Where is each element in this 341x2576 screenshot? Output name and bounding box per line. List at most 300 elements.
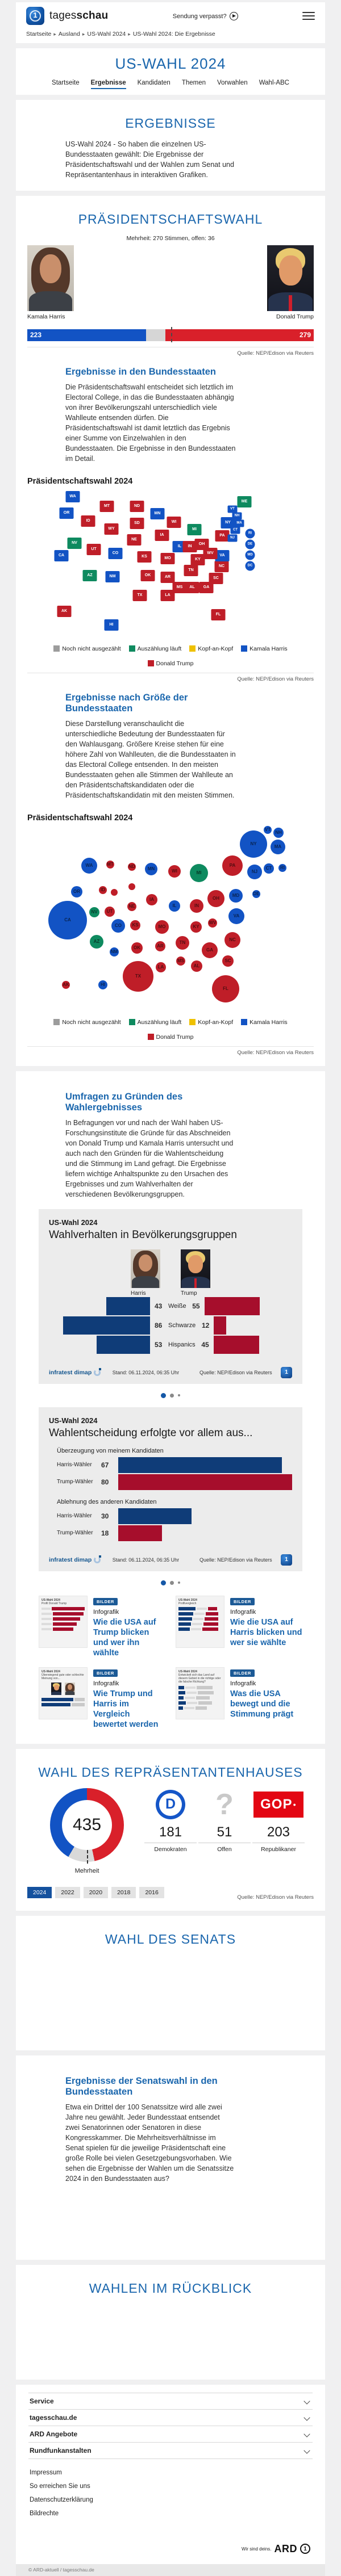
decision-group-label: Ablehnung des anderen Kandidaten bbox=[57, 1498, 157, 1505]
decision-bars bbox=[49, 1448, 292, 1542]
state-AL[interactable]: AL bbox=[185, 582, 199, 593]
state-WI[interactable]: WI bbox=[167, 517, 181, 528]
bubble-PA[interactable]: PA bbox=[222, 855, 243, 876]
year-chip-2018[interactable]: 2018 bbox=[111, 1887, 136, 1898]
retrospect-title: WAHLEN IM RÜCKBLICK bbox=[89, 2280, 252, 2296]
carousel-dot-3[interactable] bbox=[178, 1394, 180, 1396]
thumb-bar bbox=[53, 1627, 73, 1631]
house-section bbox=[16, 1749, 325, 1911]
legend-label: Donald Trump bbox=[156, 1033, 194, 1041]
thumb-bar-row bbox=[178, 1627, 222, 1631]
thumb-bar-row bbox=[41, 1627, 85, 1631]
state-IL[interactable]: IL bbox=[173, 541, 187, 552]
sendung-verpasst-label: Sendung verpasst? bbox=[172, 12, 227, 20]
trump-bar-area bbox=[205, 1297, 306, 1315]
legend-item bbox=[148, 1034, 194, 1041]
legend-swatch bbox=[148, 660, 154, 666]
thumb-title: Profilvergleich bbox=[178, 1601, 197, 1605]
tab-vorwahlen[interactable]: Vorwahlen bbox=[217, 79, 248, 86]
bubble-WA[interactable]: WA bbox=[81, 858, 97, 874]
bubble-DE[interactable]: DE bbox=[252, 890, 260, 898]
tagesschau-mini-logo: 1 bbox=[281, 1367, 292, 1378]
bubble-SC[interactable]: SC bbox=[222, 955, 234, 967]
thumb-bar-label bbox=[41, 1628, 52, 1630]
copyright-bar bbox=[16, 2564, 325, 2576]
thumb-bar bbox=[178, 1696, 184, 1700]
page-title: US-WAHL 2024 bbox=[115, 55, 226, 72]
thumb-bar-row bbox=[178, 1612, 222, 1616]
bubble-NJ[interactable]: NJ bbox=[247, 865, 262, 879]
bubble-MA[interactable]: MA bbox=[271, 840, 285, 854]
state-WA[interactable]: WA bbox=[66, 491, 80, 502]
senate-map-placeholder bbox=[27, 2184, 314, 2250]
state-NJ[interactable]: NJ bbox=[228, 534, 238, 542]
legend-label: Kopf-an-Kopf bbox=[198, 645, 234, 652]
thumb-kicker: US-Wahl 2024 bbox=[178, 1670, 197, 1673]
bubble-ID[interactable]: ID bbox=[99, 886, 107, 894]
thumb-bar-label bbox=[187, 1702, 197, 1704]
state-CO[interactable]: CO bbox=[109, 548, 123, 559]
source-note: Quelle: NEP/Edison via Reuters bbox=[27, 673, 314, 682]
thumb-bar bbox=[206, 1612, 218, 1616]
bubble-CA[interactable]: CA bbox=[48, 901, 87, 939]
bubble-AR[interactable]: AR bbox=[155, 941, 165, 951]
bubble-NC[interactable]: NC bbox=[224, 932, 240, 948]
carousel-dot-1[interactable] bbox=[161, 1393, 166, 1398]
open-question-icon: ? bbox=[215, 1788, 234, 1821]
harris-votes: 223 bbox=[30, 330, 42, 339]
ard-one-icon: 1 bbox=[300, 2544, 310, 2554]
infratest-dimap-logo: infratest dimap bbox=[49, 1369, 101, 1376]
bilder-badge: BILDER bbox=[230, 1598, 255, 1605]
teaser-body bbox=[230, 1596, 302, 1659]
harris-column-label: Harris bbox=[131, 1290, 146, 1297]
thumb-kicker: US-Wahl 2024 bbox=[41, 1598, 60, 1602]
harris-name: Kamala Harris bbox=[27, 313, 65, 320]
menu-icon[interactable] bbox=[302, 12, 315, 20]
legend-item bbox=[148, 660, 194, 667]
size-heading: Ergebnisse nach Größe der Bundesstaaten bbox=[65, 692, 188, 714]
footer-accordion-ardangebote[interactable] bbox=[28, 2426, 313, 2443]
infographic-title: Wahlentscheidung erfolgte vor allem aus... bbox=[49, 1427, 253, 1439]
demographic-values bbox=[150, 1302, 205, 1310]
bubble-SD[interactable] bbox=[128, 883, 135, 890]
states-text: Die Präsidentschaftswahl entscheidet sich letztlich im Electoral College, in das die Bundesstaaten abhängig von ihrer Bevölkerungszahl unterschiedlich viele Wahlleute entsenden dürfen. Die Präsidentschaftswahl ist damit letztlich das Ergebnis einer Summe von Einzelwahlen in den Bundesstaaten. Die Ergebnisse in den Bundesstaaten im Detail. bbox=[65, 383, 236, 463]
state-IA[interactable]: IA bbox=[155, 530, 169, 541]
thumb-bar bbox=[178, 1627, 190, 1631]
demographic-label: Weiße bbox=[168, 1302, 186, 1310]
sendung-verpasst-link[interactable] bbox=[108, 12, 302, 20]
footer-link-datenschutzerklrung[interactable]: Datenschutzerklärung bbox=[30, 2496, 93, 2503]
carousel-dot-2[interactable] bbox=[170, 1581, 174, 1585]
thumb-bar-row bbox=[41, 1622, 85, 1626]
legend-swatch bbox=[148, 1034, 154, 1040]
source-note: Quelle: NEP/Edison via Reuters bbox=[199, 1369, 272, 1375]
polls-section bbox=[16, 1071, 325, 1744]
source-note: Quelle: NEP/Edison via Reuters bbox=[27, 347, 314, 356]
trump-value: 55 bbox=[192, 1302, 200, 1310]
thumb-kicker: US-Wahl 2024 bbox=[178, 1598, 197, 1602]
tab-startseite[interactable]: Startseite bbox=[52, 79, 80, 86]
infratest-dimap-logo: infratest dimap bbox=[49, 1556, 101, 1563]
gop-icon: GOP ● bbox=[253, 1792, 303, 1818]
thumb-bar-label bbox=[184, 1707, 194, 1709]
breadcrumb-item[interactable]: US-Wahl 2024 bbox=[87, 31, 126, 37]
bubble-MT[interactable]: MT bbox=[106, 861, 114, 869]
bubble-OH[interactable]: OH bbox=[207, 890, 224, 907]
tab-ergebnisse[interactable]: Ergebnisse bbox=[91, 79, 126, 89]
chevron-down-icon bbox=[303, 2398, 310, 2404]
bubble-AL[interactable]: AL bbox=[191, 960, 202, 972]
state-ND[interactable]: ND bbox=[130, 501, 144, 512]
bubble-NH[interactable]: NH bbox=[273, 828, 284, 838]
state-ME[interactable]: ME bbox=[238, 496, 252, 507]
carousel-dot-3[interactable] bbox=[178, 1581, 180, 1584]
teaser-body bbox=[93, 1596, 165, 1659]
trump-bar-segment bbox=[165, 329, 314, 341]
breadcrumb-item[interactable]: US-Wahl 2024: Die Ergebnisse bbox=[132, 31, 215, 37]
state-UT[interactable]: UT bbox=[87, 544, 101, 555]
state-TN[interactable]: TN bbox=[184, 565, 198, 576]
state-CA[interactable]: CA bbox=[55, 550, 69, 561]
ard-logo: ARD bbox=[274, 2543, 297, 2554]
state-HI[interactable]: HI bbox=[105, 619, 119, 631]
us-states-map[interactable] bbox=[44, 489, 328, 640]
bubble-IN[interactable]: IN bbox=[190, 899, 203, 913]
state-LA[interactable]: LA bbox=[161, 590, 175, 601]
teaser-item[interactable] bbox=[176, 1667, 302, 1730]
thumb-bar-row bbox=[41, 1697, 85, 1701]
harris-bar-segment bbox=[27, 329, 146, 341]
legend-item bbox=[189, 1019, 233, 1026]
logo-one-glyph: 1 bbox=[33, 11, 38, 19]
thumb-bar-label bbox=[185, 1697, 195, 1699]
year-filter bbox=[27, 1887, 164, 1898]
breadcrumb bbox=[26, 25, 315, 41]
decision-value: 18 bbox=[101, 1529, 109, 1537]
footer-links bbox=[30, 2466, 313, 2520]
thumb-bar-row bbox=[41, 1607, 85, 1611]
state-OR[interactable]: OR bbox=[60, 507, 74, 519]
senate-title: WAHL DES SENATS bbox=[105, 1931, 236, 1946]
bubble-WY[interactable] bbox=[111, 889, 118, 896]
bubble-KS[interactable]: KS bbox=[130, 920, 140, 930]
state-MN[interactable]: MN bbox=[151, 508, 165, 519]
state-MT[interactable]: MT bbox=[100, 501, 114, 512]
democrats-icon bbox=[156, 1790, 185, 1819]
party-seats: 51 bbox=[198, 1824, 251, 1843]
site-footer bbox=[16, 2385, 325, 2564]
breadcrumb-item[interactable]: Ausland bbox=[58, 31, 80, 37]
bubble-CT[interactable]: CT bbox=[264, 863, 274, 874]
state-RI[interactable]: RI bbox=[246, 528, 255, 538]
carousel-dot-1[interactable] bbox=[161, 1580, 166, 1585]
state-NV[interactable]: NV bbox=[68, 538, 82, 549]
thumb-bar bbox=[205, 1617, 218, 1621]
tab-wahl-abc[interactable]: Wahl-ABC bbox=[259, 79, 289, 86]
year-chip-2024[interactable]: 2024 bbox=[27, 1887, 52, 1898]
decision-row bbox=[57, 1525, 292, 1542]
bubble-NM[interactable]: NM bbox=[110, 947, 119, 956]
tagesschau-app-icon[interactable] bbox=[26, 7, 44, 25]
state-NM[interactable]: NM bbox=[106, 571, 120, 582]
state-NY[interactable]: NY bbox=[221, 517, 235, 528]
harris-bar bbox=[63, 1316, 150, 1335]
states-heading: Ergebnisse in den Bundesstaaten bbox=[65, 366, 216, 377]
decision-value: 30 bbox=[101, 1512, 109, 1520]
state-OK[interactable]: OK bbox=[141, 570, 155, 581]
thumb-title: Überwiegend gute oder schlechte Meinung von... bbox=[41, 1673, 84, 1680]
party-icon-wrap bbox=[144, 1788, 197, 1821]
party-label: Republikaner bbox=[261, 1845, 296, 1853]
bubble-OR[interactable]: OR bbox=[71, 886, 82, 897]
state-MA[interactable]: MA bbox=[235, 519, 244, 527]
trump-bar bbox=[214, 1336, 259, 1354]
harris-bar-area bbox=[49, 1297, 150, 1315]
state-MI[interactable]: MI bbox=[188, 524, 202, 535]
state-CT[interactable]: CT bbox=[231, 526, 240, 534]
infographic-kicker: US-Wahl 2024 bbox=[49, 1416, 98, 1425]
party-seats: 181 bbox=[144, 1824, 197, 1843]
thumb-bar-row bbox=[41, 1612, 85, 1616]
trump-thumb-photo bbox=[51, 1683, 61, 1695]
harris-bar bbox=[97, 1336, 150, 1354]
bubble-AK[interactable]: AK bbox=[62, 981, 70, 989]
thumb-bar bbox=[178, 1622, 191, 1626]
bubble-MS[interactable]: MS bbox=[176, 956, 185, 966]
legend-item bbox=[129, 645, 182, 652]
teaser-thumbnail bbox=[39, 1667, 88, 1719]
legend-item bbox=[241, 1019, 288, 1026]
state-SD[interactable]: SD bbox=[130, 518, 144, 529]
thumb-bar-row bbox=[178, 1617, 222, 1621]
breadcrumb-item[interactable]: Startseite bbox=[26, 31, 52, 37]
party-icon-wrap bbox=[252, 1788, 305, 1821]
state-NC[interactable]: NC bbox=[215, 561, 229, 572]
footer-link-soerreichensieuns[interactable]: So erreichen Sie uns bbox=[30, 2482, 90, 2490]
footer-accordion-tagesschaude[interactable] bbox=[28, 2410, 313, 2426]
teaser-thumbnail bbox=[176, 1667, 224, 1719]
bubble-UT[interactable]: UT bbox=[105, 907, 115, 917]
thumb-bar-row bbox=[41, 1702, 85, 1706]
bubble-GA[interactable]: GA bbox=[202, 942, 218, 958]
state-OH[interactable]: OH bbox=[195, 539, 209, 550]
thumb-bar bbox=[178, 1706, 183, 1710]
bubble-MI[interactable]: MI bbox=[190, 864, 208, 882]
demographic-values bbox=[150, 1341, 214, 1349]
thumb-photos bbox=[41, 1683, 85, 1695]
decision-row bbox=[57, 1508, 292, 1525]
ard-claim: Wir sind deins. bbox=[242, 2546, 272, 2552]
trump-value: 45 bbox=[201, 1340, 209, 1349]
harris-photo-small bbox=[131, 1249, 160, 1288]
thumb-chart bbox=[41, 1607, 85, 1631]
bubble-FL[interactable]: FL bbox=[212, 975, 239, 1002]
teaser-item[interactable] bbox=[176, 1596, 302, 1659]
legend-swatch bbox=[241, 1019, 247, 1025]
bubble-NV[interactable]: NV bbox=[89, 907, 99, 917]
thumb-bar-row bbox=[178, 1622, 222, 1626]
decision-row bbox=[57, 1457, 292, 1474]
trump-votes: 279 bbox=[299, 330, 311, 339]
state-IN[interactable]: IN bbox=[183, 541, 197, 552]
thumb-bar bbox=[197, 1686, 213, 1689]
state-MO[interactable]: MO bbox=[161, 553, 175, 564]
thumb-bar bbox=[178, 1686, 184, 1689]
accordion-label: Rundfunkanstalten bbox=[30, 2446, 92, 2455]
thumb-bar-label bbox=[193, 1618, 203, 1620]
state-AR[interactable]: AR bbox=[161, 572, 175, 583]
majority-label: Mehrheit bbox=[74, 1867, 99, 1874]
harris-bar-area bbox=[49, 1316, 150, 1335]
decision-bar bbox=[118, 1474, 292, 1490]
bubble-IA[interactable]: IA bbox=[146, 894, 157, 905]
state-TX[interactable]: TX bbox=[133, 590, 147, 601]
teaser-title-link[interactable]: Wie die USA auf Trump blicken und wer ihn wählte bbox=[93, 1617, 156, 1658]
bubble-RI[interactable]: RI bbox=[278, 864, 286, 872]
state-VA[interactable]: VA bbox=[215, 550, 230, 561]
size-text: Diese Darstellung veranschaulicht die unterschiedliche Bedeutung der Bundesstaaten für den Wahlausgang. Größere Kreise stehen für eine höhere Zahl von Wahlleuten, die die Bundesstaaten in das Electoral College entsenden. In den meisten Bundesstaaten gehen alle Stimmen der Wahlleute an den Präsidentschaftskandidaten oder die Präsidentschaftskandidatin mit den meisten Stimmen. bbox=[65, 719, 236, 800]
thumb-bar-label bbox=[194, 1613, 205, 1615]
thumb-bar bbox=[203, 1622, 218, 1626]
bubble-NY[interactable]: NY bbox=[240, 830, 267, 858]
bubble-ND[interactable]: ND bbox=[128, 863, 136, 871]
polls-heading: Umfragen zu Gründen des Wahlergebnisses bbox=[65, 1091, 183, 1113]
thumb-chart bbox=[178, 1685, 222, 1710]
bubble-AZ[interactable]: AZ bbox=[90, 935, 103, 949]
state-AZ[interactable]: AZ bbox=[83, 570, 97, 581]
year-chip-2016[interactable]: 2016 bbox=[139, 1887, 164, 1898]
state-MS[interactable]: MS bbox=[173, 582, 187, 593]
accordion-label: tagesschau.de bbox=[30, 2413, 77, 2422]
bubble-NE[interactable]: NE bbox=[127, 902, 136, 911]
footer-link-bildrechte[interactable]: Bildrechte bbox=[30, 2510, 59, 2517]
carousel-dot-2[interactable] bbox=[170, 1394, 174, 1398]
bubble-CO[interactable]: CO bbox=[111, 919, 125, 933]
state-PA[interactable]: PA bbox=[215, 530, 230, 542]
tagesschau-wordmark[interactable]: tagesschau bbox=[49, 10, 109, 22]
bubble-MO[interactable]: MO bbox=[155, 920, 169, 934]
breadcrumb-separator: ▸ bbox=[53, 31, 56, 37]
harris-value: 53 bbox=[155, 1340, 163, 1349]
us-states-bubble-map[interactable] bbox=[44, 826, 328, 1013]
state-MD[interactable]: MD bbox=[246, 550, 255, 560]
thumb-bar bbox=[72, 1703, 85, 1706]
bubble-MN[interactable]: MN bbox=[145, 863, 157, 875]
accordion-label: Service bbox=[30, 2397, 54, 2405]
thumb-bar bbox=[178, 1607, 196, 1610]
bubble-LA[interactable]: LA bbox=[156, 962, 166, 972]
polls-text: In Befragungen vor und nach der Wahl haben US-Forschungsinstitute die Gründe für das Abschneiden von Donald Trump und Kamala Harris untersucht und auch nach den Gründen für die Wahlentscheidung und die Stimmung im Land gefragt. Die Ergebnisse liefern wichtige Anhaltspunkte zu den Ursachen des Ergebnisses und zum Wahlverhalten der verschiedenen Bevölkerungsgruppen. bbox=[65, 1118, 234, 1199]
state-WV[interactable]: WV bbox=[203, 548, 218, 559]
map-chart-title: Präsidentschaftswahl 2024 bbox=[27, 476, 133, 486]
decision-value: 80 bbox=[101, 1478, 109, 1486]
state-FL[interactable]: FL bbox=[211, 609, 226, 620]
thumb-bar bbox=[178, 1701, 186, 1705]
state-KY[interactable]: KY bbox=[191, 554, 205, 565]
teaser-title-link[interactable]: Wie die USA auf Harris blicken und wer sie wählte bbox=[230, 1617, 302, 1647]
bubble-TX[interactable]: TX bbox=[123, 961, 153, 992]
thumb-kicker: US-Wahl 2024 bbox=[41, 1670, 60, 1673]
senate-states-section bbox=[16, 2055, 325, 2260]
footer-link-impressum[interactable]: Impressum bbox=[30, 2469, 62, 2476]
teaser-grid bbox=[39, 1596, 302, 1730]
presidential-section bbox=[16, 196, 325, 1066]
footer-accordion-service[interactable] bbox=[28, 2393, 313, 2410]
state-WY[interactable]: WY bbox=[105, 523, 119, 535]
demographic-row bbox=[49, 1316, 292, 1335]
bubble-VT[interactable]: VT bbox=[264, 826, 272, 834]
tab-themen[interactable]: Themen bbox=[181, 79, 206, 86]
thumb-bar-row bbox=[178, 1706, 222, 1710]
electoral-votes-bar bbox=[27, 329, 314, 341]
bubble-MD[interactable]: MD bbox=[229, 889, 243, 903]
senate-chart-placeholder bbox=[27, 1955, 314, 2040]
thumb-bar bbox=[178, 1612, 193, 1616]
teaser-item[interactable] bbox=[39, 1596, 165, 1659]
play-icon[interactable] bbox=[230, 12, 238, 20]
thumb-bar-label bbox=[191, 1628, 201, 1630]
bubble-HI[interactable]: HI bbox=[98, 980, 107, 989]
legend-swatch bbox=[241, 645, 247, 652]
state-NH[interactable]: NH bbox=[232, 512, 242, 519]
year-chip-2022[interactable]: 2022 bbox=[55, 1887, 80, 1898]
stand-timestamp: Stand: 06.11.2024, 06:35 Uhr bbox=[112, 1556, 180, 1563]
legend-label: Kopf-an-Kopf bbox=[198, 1018, 234, 1026]
party-results bbox=[141, 1788, 308, 1853]
thumb-bar bbox=[74, 1698, 85, 1701]
party-seats: 203 bbox=[252, 1824, 305, 1843]
retrospect-section bbox=[16, 2265, 325, 2380]
bubble-OK[interactable]: OK bbox=[131, 942, 143, 954]
source-note: Quelle: NEP/Edison via Reuters bbox=[27, 1046, 314, 1056]
thumb-bar-row bbox=[178, 1607, 222, 1611]
carousel-dots bbox=[27, 1393, 314, 1398]
teaser-title-link[interactable]: Wie Trump und Harris im Vergleich bewertet werden bbox=[93, 1689, 159, 1730]
state-KS[interactable]: KS bbox=[138, 551, 152, 563]
candidates-row bbox=[27, 245, 314, 325]
thumb-bar bbox=[178, 1617, 192, 1621]
bubble-VA[interactable]: VA bbox=[228, 908, 244, 924]
state-ID[interactable]: ID bbox=[81, 515, 95, 527]
trump-bar-area bbox=[214, 1336, 315, 1354]
bubble-KY[interactable]: KY bbox=[190, 921, 202, 933]
trump-bar-area bbox=[214, 1316, 315, 1335]
state-DC[interactable]: DC bbox=[246, 561, 255, 570]
party-icon-wrap bbox=[198, 1788, 251, 1821]
bubble-IL[interactable]: IL bbox=[169, 900, 180, 912]
bubble-TN[interactable]: TN bbox=[176, 936, 189, 950]
teaser-title-link[interactable]: Was die USA bewegt und die Stimmung prägt bbox=[230, 1689, 294, 1719]
footer-accordion-rundfunkanstalten[interactable] bbox=[28, 2443, 313, 2459]
state-SC[interactable]: SC bbox=[209, 573, 223, 584]
thumb-bar-label bbox=[197, 1608, 207, 1610]
teaser-item[interactable] bbox=[39, 1667, 165, 1730]
bubble-WI[interactable]: WI bbox=[168, 865, 181, 878]
bubble-WV[interactable]: WV bbox=[208, 918, 217, 928]
trump-column-label: Trump bbox=[181, 1290, 197, 1297]
state-DE[interactable]: DE bbox=[246, 539, 255, 549]
chevron-down-icon bbox=[303, 2414, 310, 2420]
state-AK[interactable]: AK bbox=[57, 606, 72, 617]
tab-kandidaten[interactable]: Kandidaten bbox=[137, 79, 170, 86]
state-VT[interactable]: VT bbox=[228, 505, 238, 513]
state-GA[interactable]: GA bbox=[199, 582, 214, 593]
state-NE[interactable]: NE bbox=[127, 534, 142, 546]
voter-group-label: Harris-Wähler bbox=[57, 1462, 92, 1468]
demographic-bars bbox=[49, 1297, 292, 1354]
year-chip-2020[interactable]: 2020 bbox=[84, 1887, 108, 1898]
